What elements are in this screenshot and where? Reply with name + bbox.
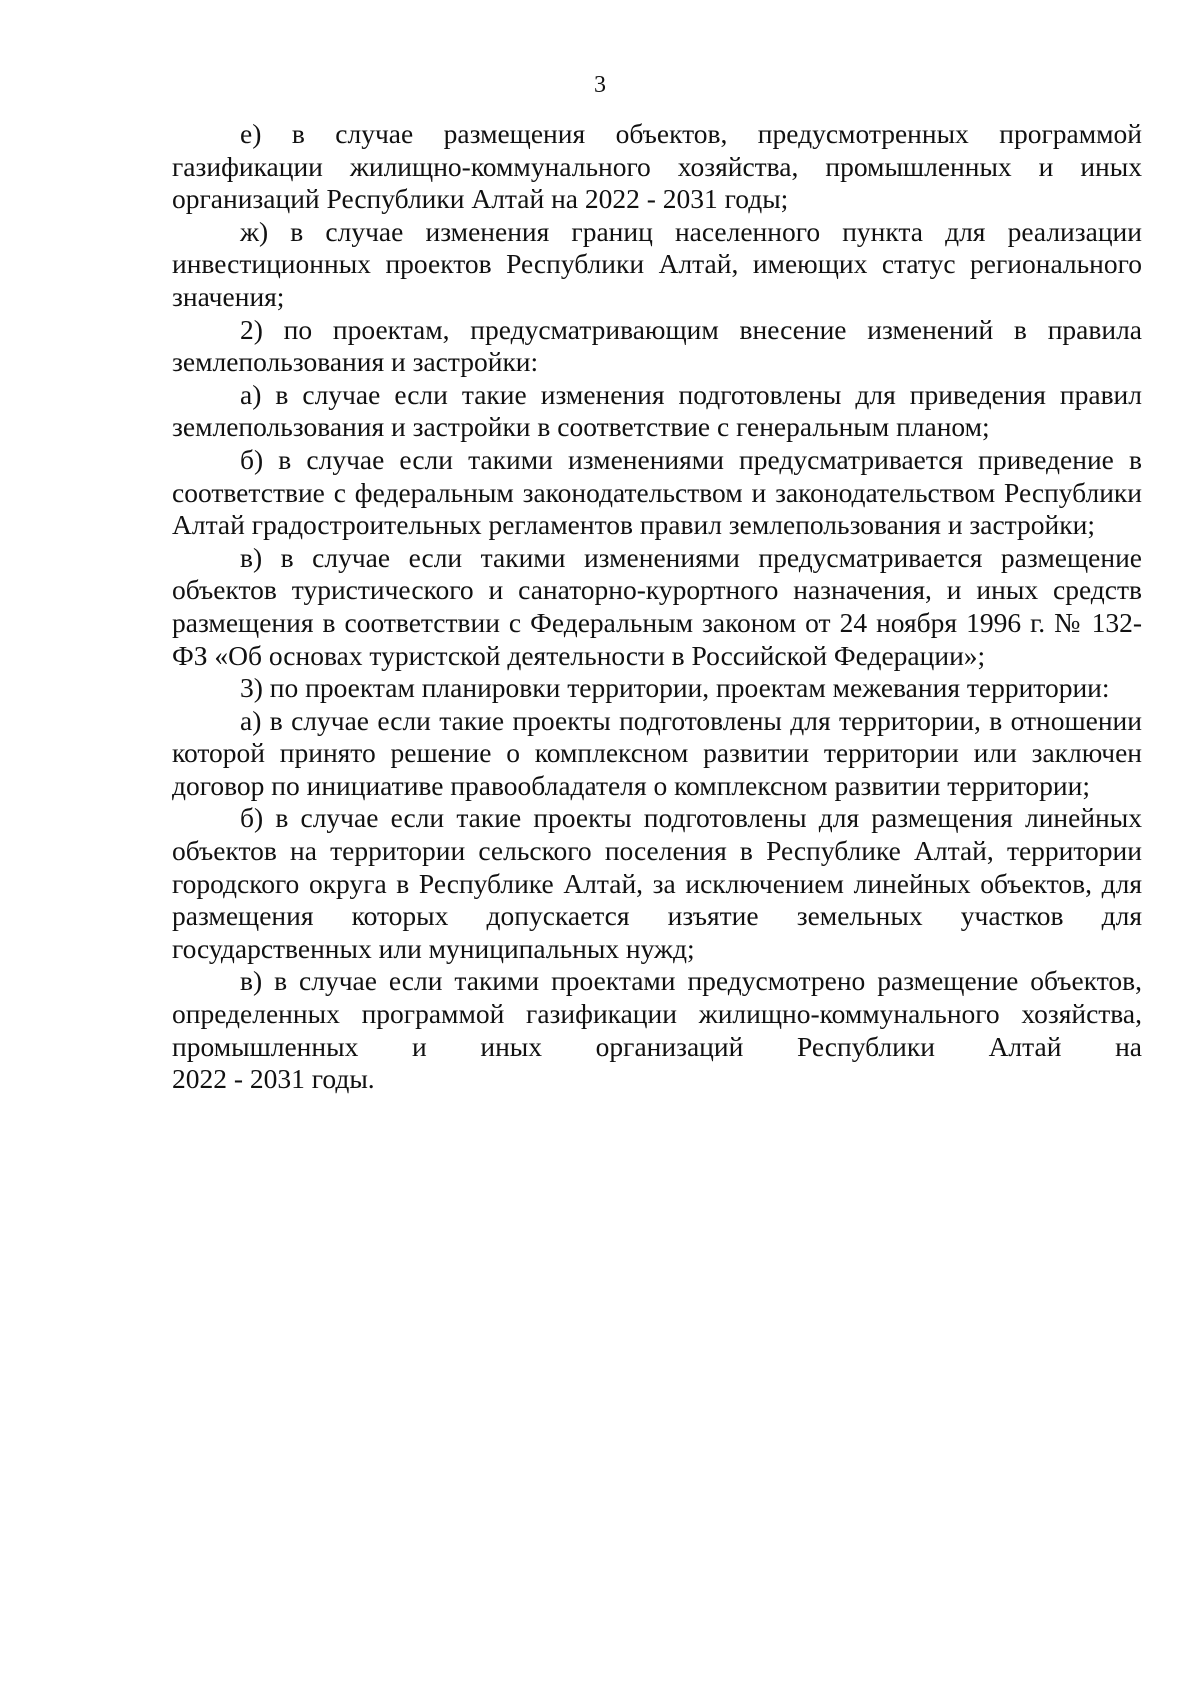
paragraph-2-land-use-rules: 2) по проектам, предусматривающим внесение изменений в правила землепользования и застройки: — [172, 313, 1142, 378]
paragraph-3a-complex-development: а) в случае если такие проекты подготовлены для территории, в отношении которой принято решение о комплексном развитии территории или заключен договор по инициативе правообладателя о комплексном развитии территории; — [172, 704, 1142, 801]
paragraph-2b-federal-legislation: б) в случае если такими изменениями предусматривается приведение в соответствие с федеральным законодательством и законодательством Республики Алтай градостроительных регламентов правил землепользования и застройки; — [172, 443, 1142, 541]
paragraph-3-territory-planning: 3) по проектам планировки территории, проектам межевания территории: — [240, 672, 1110, 704]
document-body — [172, 118, 1142, 1096]
page-number: 3 — [594, 72, 606, 98]
paragraph-3v-years: 2022 - 2031 годы. — [172, 1063, 375, 1095]
paragraph-2v-tourism-objects: в) в случае если такими изменениями предусматривается размещение объектов туристического и санаторно-курортного назначения, и иных средств размещения в соответствии с Федеральным законом от 24 ноября 1996 г. № 132-ФЗ «Об основах туристской деятельности в Российской Федерации»; — [172, 541, 1142, 671]
paragraph-3v-gasification-objects: в) в случае если такими проектами предусмотрено размещение объектов, определенных программой газификации жилищно-коммунального хозяйства, промышленных и иных организаций Республики Алтай на — [172, 965, 1142, 1062]
paragraph-2a-general-plan: а) в случае если такие изменения подготовлены для приведения правил землепользования и застройки в соответствие с генеральным планом; — [172, 378, 1142, 443]
paragraph-e-gasification: е) в случае размещения объектов, предусмотренных программой газификации жилищно-коммунального хозяйства, промышленных и иных организаций Республики Алтай на 2022 - 2031 годы; — [172, 118, 1142, 215]
paragraph-zh-settlement-borders: ж) в случае изменения границ населенного пункта для реализации инвестиционных проектов Республики Алтай, имеющих статус регионального значения; — [172, 215, 1142, 312]
paragraph-3b-linear-objects: б) в случае если такие проекты подготовлены для размещения линейных объектов на территории сельского поселения в Республике Алтай, территории городского округа в Республике Алтай, за исключением линейных объектов, для размещения которых допускается изъятие земельных участков для государственных или муниципальных нужд; — [172, 802, 1142, 964]
